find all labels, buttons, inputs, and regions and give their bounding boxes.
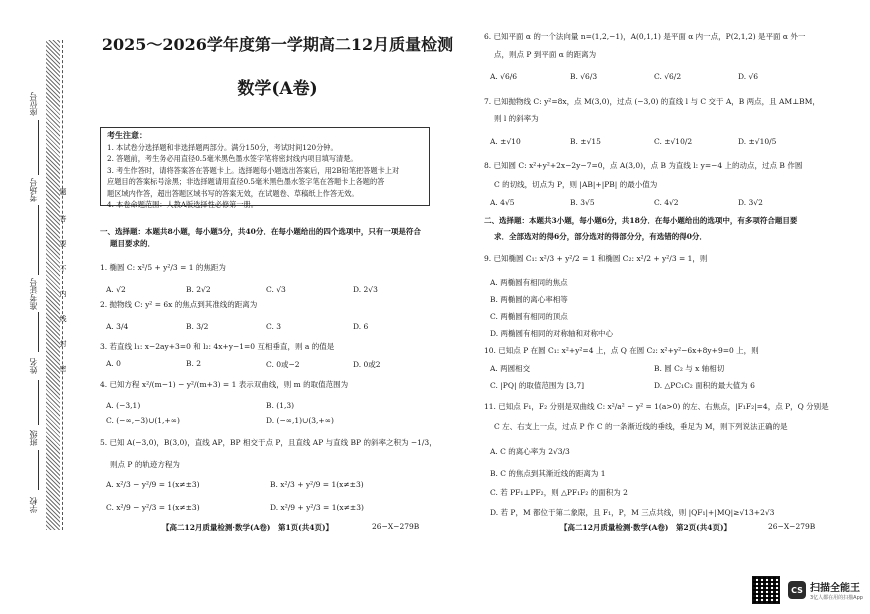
q5-option-c: C. x²/9 − y²/3 = 1(x≠±3) (106, 503, 200, 512)
q10-option-b: B. 圆 C₂ 与 x 轴相切 (654, 364, 725, 373)
q5-option-b: B. x²/3 + y²/9 = 1(x≠±3) (270, 480, 364, 489)
name-line (38, 380, 39, 425)
q2-option-b: B. 3/2 (186, 322, 209, 331)
name-label: 姓名 (29, 358, 38, 374)
question-2: 2. 抛物线 C: y² = 6x 的焦点到其准线的距离为 (100, 300, 258, 309)
scanner-brand (810, 579, 863, 601)
question-11: 11. 已知点 F₁，F₂ 分别是双曲线 C: x²/a² − y² = 1(a>0) 的左、右焦点，|F₁F₂|=4，点 P，Q 分别是 (484, 402, 829, 411)
scanner-app-tagline: 3亿人都在用的扫描App (810, 595, 863, 601)
seat-number-line (38, 120, 39, 175)
q8-option-d: D. 3√2 (738, 198, 763, 207)
seal-char: 内 (59, 290, 67, 297)
q1-option-b: B. 2√2 (186, 285, 211, 294)
exam-room-label: 考场号 (29, 178, 38, 202)
seal-char: 密 (59, 365, 67, 372)
q9-option-a: A. 两椭圆有相同的焦点 (490, 278, 568, 287)
q9-option-d: D. 两椭圆有相同的对称轴和对称中心 (490, 329, 614, 338)
q7-option-a: A. ±√10 (490, 137, 521, 146)
question-8-cont: C 的切线，切点为 P，则 |AB|+|PB| 的最小值为 (494, 180, 658, 189)
q3-option-d: D. 0或2 (353, 360, 381, 369)
seat-number-label: 座位号 (29, 92, 38, 116)
binding-hatch (46, 40, 60, 530)
question-1: 1. 椭圆 C: x²/5 + y²/3 = 1 的焦距为 (100, 263, 226, 272)
q7-option-b: B. ±√15 (570, 137, 601, 146)
q2-option-a: A. 3/4 (106, 322, 129, 331)
q3-option-a: A. 0 (106, 359, 121, 368)
notice-item: 1. 本试卷分选择题和非选择题两部分。满分150分，考试时间120分钟。 (107, 142, 338, 152)
page-footer-right: 【高二12月质量检测·数学(A卷) 第2页(共4页)】 (560, 523, 731, 532)
q4-option-a: A. (−3,1) (106, 401, 141, 410)
q2-option-c: C. 3 (266, 322, 282, 331)
q4-option-b: B. (1,3) (266, 401, 295, 410)
q5-option-a: A. x²/3 − y²/9 = 1(x≠±3) (106, 480, 200, 489)
page-footer-left: 【高二12月质量检测·数学(A卷) 第1页(共4页)】 (162, 523, 333, 532)
scanner-watermark (752, 576, 863, 604)
q4-option-c: C. (−∞,−3)∪(1,+∞) (106, 416, 180, 425)
notice-item: 3. 考生作答时，请将答案答在答题卡上。选择题每小题选出答案后，用2B铅笔把答题卡上对 (107, 165, 400, 175)
exam-title: 2025～2026学年度第一学期高二12月质量检测 (101, 35, 454, 54)
question-7-cont: 则 l 的斜率为 (494, 114, 539, 123)
section-two-heading-cont: 求．全部选对的得6分，部分选对的得部分分，有选错的得0分． (494, 232, 707, 241)
q6-option-a: A. √6/6 (490, 72, 518, 81)
class-line (38, 450, 39, 490)
question-6-cont: 点，则点 P 到平面 α 的距离为 (494, 50, 597, 59)
q10-option-c: C. |PQ| 的取值范围为 [3,7] (490, 381, 585, 390)
question-6: 6. 已知平面 α 的一个法向量 n=(1,2,−1)，A(0,1,1) 是平面 α 内一点，P(2,1,2) 是平面 α 外一 (484, 32, 806, 41)
exam-room-line (38, 205, 39, 275)
seal-dashed-line (62, 40, 63, 530)
q2-option-d: D. 6 (353, 322, 369, 331)
q3-option-b: B. 2 (186, 359, 202, 368)
q8-option-b: B. 3√5 (570, 198, 595, 207)
q6-option-d: D. √6 (738, 72, 759, 81)
section-two-heading: 二、选择题：本题共3小题，每小题6分，共18分．在每小题给出的选项中，有多项符合题目要 (484, 216, 798, 225)
question-10: 10. 已知点 P 在圆 C₁: x²+y²=4 上，点 Q 在圆 C₂: x²+y²−6x+8y+9=0 上，则 (484, 346, 759, 355)
q1-option-c: C. √3 (266, 285, 286, 294)
q7-option-d: D. ±√10/5 (738, 137, 777, 146)
notice-item: 2. 答题前，考生务必用直径0.5毫米黑色墨水签字笔将密封线内项目填写清楚。 (107, 154, 358, 163)
q6-option-b: B. √6/3 (570, 72, 598, 81)
q3-option-c: C. 0或−2 (266, 360, 300, 369)
q1-option-d: D. 2√3 (353, 285, 378, 294)
exam-subtitle: 数学(A卷) (237, 79, 318, 99)
question-4: 4. 已知方程 x²/(m−1) − y²/(m+3) = 1 表示双曲线，则 m 的取值范围为 (100, 380, 349, 389)
q10-option-a: A. 两圆相交 (490, 364, 531, 373)
seal-char: 封 (59, 340, 67, 347)
seal-char: 答 (59, 215, 67, 222)
paper-code-right: 26−X−279B (768, 522, 816, 531)
scanner-app-name: 扫描全能王 (810, 583, 860, 594)
notice-heading: 考生注意： (107, 130, 147, 140)
question-5: 5. 已知 A(−3,0)，B(3,0)，直线 AP，BP 相交于点 P，且直线 AP 与直线 BP 的斜率之积为 −1/3， (100, 438, 437, 447)
q5-option-d: D. x²/9 + y²/3 = 1(x≠±3) (270, 503, 364, 512)
q10-option-d: D. △PC₁C₂ 面积的最大值为 6 (654, 381, 755, 390)
q9-option-b: B. 两椭圆的离心率相等 (490, 295, 568, 304)
seal-char: 不 (59, 265, 67, 272)
seal-char: 线 (59, 315, 67, 322)
paper-code-left: 26−X−279B (372, 522, 420, 531)
q7-option-c: C. ±√10/2 (654, 137, 693, 146)
seal-char: 要 (59, 240, 67, 247)
q8-option-c: C. 4√2 (654, 198, 679, 207)
question-5-cont: 则点 P 的轨迹方程为 (110, 460, 180, 469)
notice-item: 题区域内作答，超出答题区域书写的答案无效，在试题卷、草稿纸上作答无效。 (107, 188, 359, 198)
question-7: 7. 已知抛物线 C: y²=8x，点 M(3,0)，过点 (−3,0) 的直线 l 与 C 交于 A，B 两点，且 AM⊥BM， (484, 97, 820, 106)
admission-number-label: 准考证号 (29, 278, 38, 310)
scanner-app-icon: CS (788, 581, 806, 599)
qr-code-icon (752, 576, 780, 604)
admission-number-line (38, 312, 39, 352)
notice-item: 应题目的答案标号涂黑；非选择题请用直径0.5毫米黑色墨水签字笔在答题卡上各题的答 (107, 177, 385, 186)
notice-box (100, 127, 430, 209)
question-11-cont: C 左、右支上一点，过点 P 作 C 的一条渐近线的垂线，垂足为 M，则下列说法正确的是 (494, 422, 788, 431)
notice-item: 4. 本卷命题范围：人教A版选择性必修第一册。 (107, 200, 258, 209)
q8-option-a: A. 4√5 (490, 198, 515, 207)
section-one-heading: 一、选择题：本题共8小题，每小题5分，共40分．在每小题给出的四个选项中，只有一项是符合 (100, 227, 421, 236)
q4-option-d: D. (−∞,1)∪(3,+∞) (266, 416, 334, 425)
q6-option-c: C. √6/2 (654, 72, 682, 81)
q11-option-c: C. 若 PF₁⊥PF₂，则 △PF₁F₂ 的面积为 2 (490, 488, 628, 497)
q11-option-d: D. 若 P，M 都位于第二象限，且 F₁，P，M 三点共线，则 |QF₁|+|MQ|≥√13+2√3 (490, 508, 775, 517)
question-9: 9. 已知椭圆 C₁: x²/3 + y²/2 = 1 和椭圆 C₂: x²/2 + y²/3 = 1，则 (484, 254, 708, 263)
question-3: 3. 若直线 l₁: x−2ay+3=0 和 l₂: 4x+y−1=0 互相垂直，则 a 的值是 (100, 342, 335, 351)
question-8: 8. 已知圆 C: x²+y²+2x−2y−7=0，点 A(3,0)，点 B 为直线 l: y=−4 上的动点，过点 B 作圆 (484, 161, 803, 170)
seal-char: 题 (59, 188, 67, 195)
section-one-heading-cont: 题目要求的． (110, 239, 155, 248)
q9-option-c: C. 两椭圆有相同的顶点 (490, 312, 568, 321)
q1-option-a: A. √2 (106, 285, 126, 294)
q11-option-b: B. C 的焦点到其渐近线的距离为 1 (490, 469, 606, 478)
school-label: 学校 (29, 497, 38, 513)
q11-option-a: A. C 的离心率为 2√3/3 (490, 447, 570, 456)
class-label: 班级 (29, 430, 38, 446)
